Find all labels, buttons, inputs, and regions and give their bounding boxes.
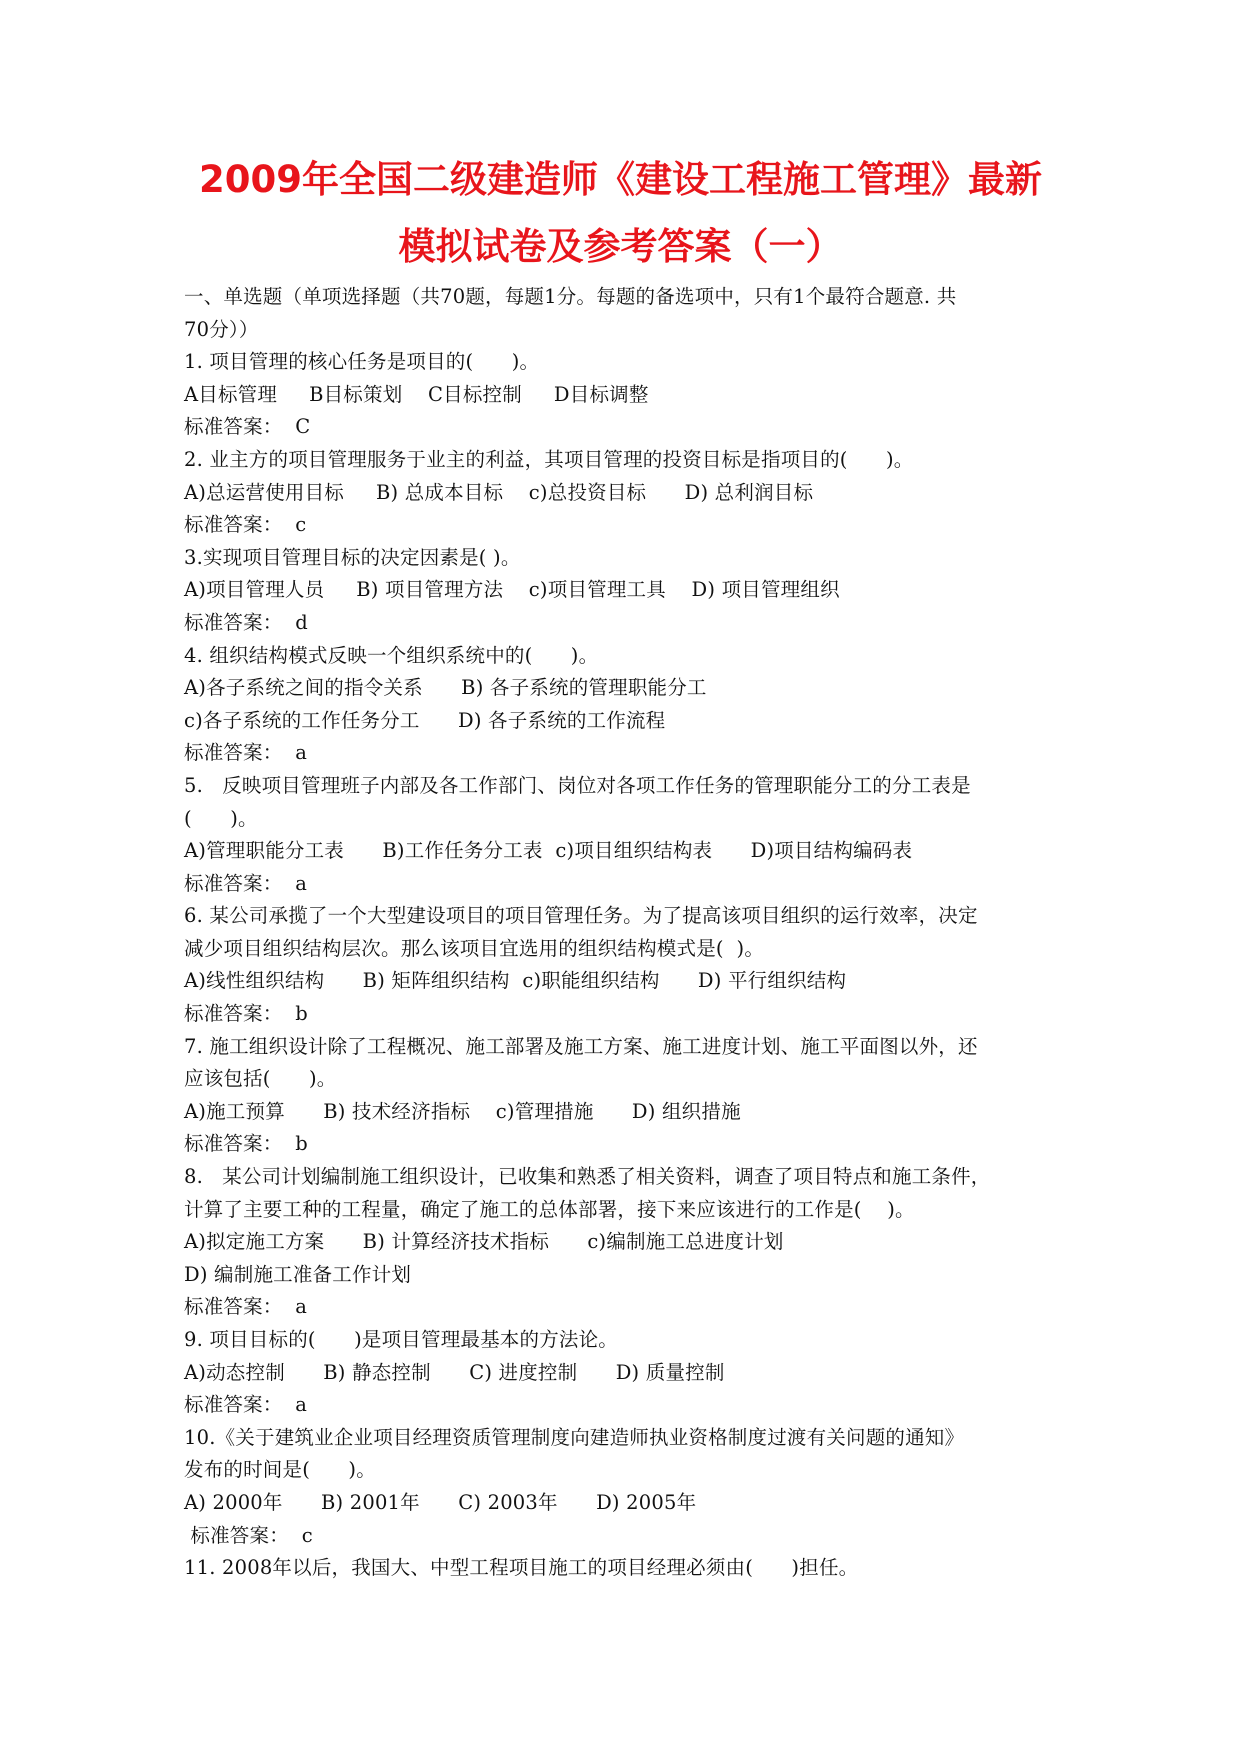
options-4b: c)各子系统的工作任务分工 D) 各子系统的工作流程 xyxy=(184,708,666,732)
answer-6: 标准答案： b xyxy=(184,1002,308,1026)
section-heading-cont: 70分）） xyxy=(184,317,259,341)
question-2: 2. 业主方的项目管理服务于业主的利益，其项目管理的投资目标是指项目的( )。 xyxy=(184,447,914,471)
question-10-cont: 发布的时间是( )。 xyxy=(184,1458,376,1482)
question-6: 6. 某公司承揽了一个大型建设项目的项目管理任务。为了提高该项目组织的运行效率，决定 xyxy=(184,904,978,928)
answer-4: 标准答案： a xyxy=(184,741,308,765)
question-9: 9. 项目目标的( )是项目管理最基本的方法论。 xyxy=(184,1328,619,1351)
answer-7: 标准答案： b xyxy=(184,1132,308,1156)
options-9: A)动态控制 B) 静态控制 C) 进度控制 D) 质量控制 xyxy=(184,1360,725,1384)
options-8b: D) 编制施工准备工作计划 xyxy=(184,1262,412,1286)
document-title-line-2: 模拟试卷及参考答案（一） xyxy=(398,225,843,268)
options-8a: A)拟定施工方案 B) 计算经济技术指标 c)编制施工总进度计划 xyxy=(184,1230,784,1254)
question-10: 10.《关于建筑业企业项目经理资质管理制度向建造师执业资格制度过渡有关问题的通知》 xyxy=(184,1425,965,1449)
question-11: 11. 2008年以后，我国大、中型工程项目施工的项目经理必须由( )担任。 xyxy=(184,1556,859,1580)
document-body xyxy=(184,281,1064,1585)
question-8-cont: 计算了主要工种的工程量，确定了施工的总体部署，接下来应该进行的工作是( )。 xyxy=(184,1197,915,1221)
question-4: 4. 组织结构模式反映一个组织系统中的( )。 xyxy=(184,643,599,667)
answer-10: 标准答案： c xyxy=(184,1523,313,1547)
document-title-line-1: 2009年全国二级建造师《建设工程施工管理》最新 xyxy=(199,158,1042,201)
options-1: A目标管理 B目标策划 C目标控制 D目标调整 xyxy=(184,382,649,406)
options-6: A)线性组织结构 B) 矩阵组织结构 c)职能组织结构 D) 平行组织结构 xyxy=(184,969,847,993)
options-2: A)总运营使用目标 B) 总成本目标 c)总投资目标 D) 总利润目标 xyxy=(184,480,814,504)
options-4a: A)各子系统之间的指令关系 B) 各子系统的管理职能分工 xyxy=(184,676,707,700)
question-3: 3.实现项目管理目标的决定因素是( )。 xyxy=(184,545,521,569)
question-5: 5. 反映项目管理班子内部及各工作部门、岗位对各项工作任务的管理职能分工的分工表是 xyxy=(184,773,971,797)
answer-3: 标准答案： d xyxy=(184,610,308,634)
section-heading: 一、单选题（单项选择题（共70题，每题1分。每题的备选项中，只有1个最符合题意. 共 xyxy=(184,285,957,308)
answer-9: 标准答案： a xyxy=(184,1393,308,1417)
question-7-cont: 应该包括( )。 xyxy=(184,1067,337,1091)
options-7: A)施工预算 B) 技术经济指标 c)管理措施 D) 组织措施 xyxy=(184,1099,741,1123)
answer-5: 标准答案： a xyxy=(184,871,308,895)
question-6-cont: 减少项目组织结构层次。那么该项目宜选用的组织结构模式是( )。 xyxy=(184,936,765,960)
options-3: A)项目管理人员 B) 项目管理方法 c)项目管理工具 D) 项目管理组织 xyxy=(184,578,840,602)
question-1: 1. 项目管理的核心任务是项目的( )。 xyxy=(184,350,540,374)
answer-2: 标准答案： c xyxy=(184,513,307,537)
question-7: 7. 施工组织设计除了工程概况、施工部署及施工方案、施工进度计划、施工平面图以外，还 xyxy=(184,1034,978,1058)
answer-8: 标准答案： a xyxy=(184,1295,308,1319)
question-8: 8. 某公司计划编制施工组织设计，已收集和熟悉了相关资料，调查了项目特点和施工条件， xyxy=(184,1165,991,1189)
options-5: A)管理职能分工表 B)工作任务分工表 c)项目组织结构表 D)项目结构编码表 xyxy=(184,839,913,863)
question-5-cont: ( )。 xyxy=(184,806,258,830)
answer-1: 标准答案： C xyxy=(184,415,311,439)
options-10: A) 2000年 B) 2001年 C) 2003年 D) 2005年 xyxy=(184,1490,697,1514)
